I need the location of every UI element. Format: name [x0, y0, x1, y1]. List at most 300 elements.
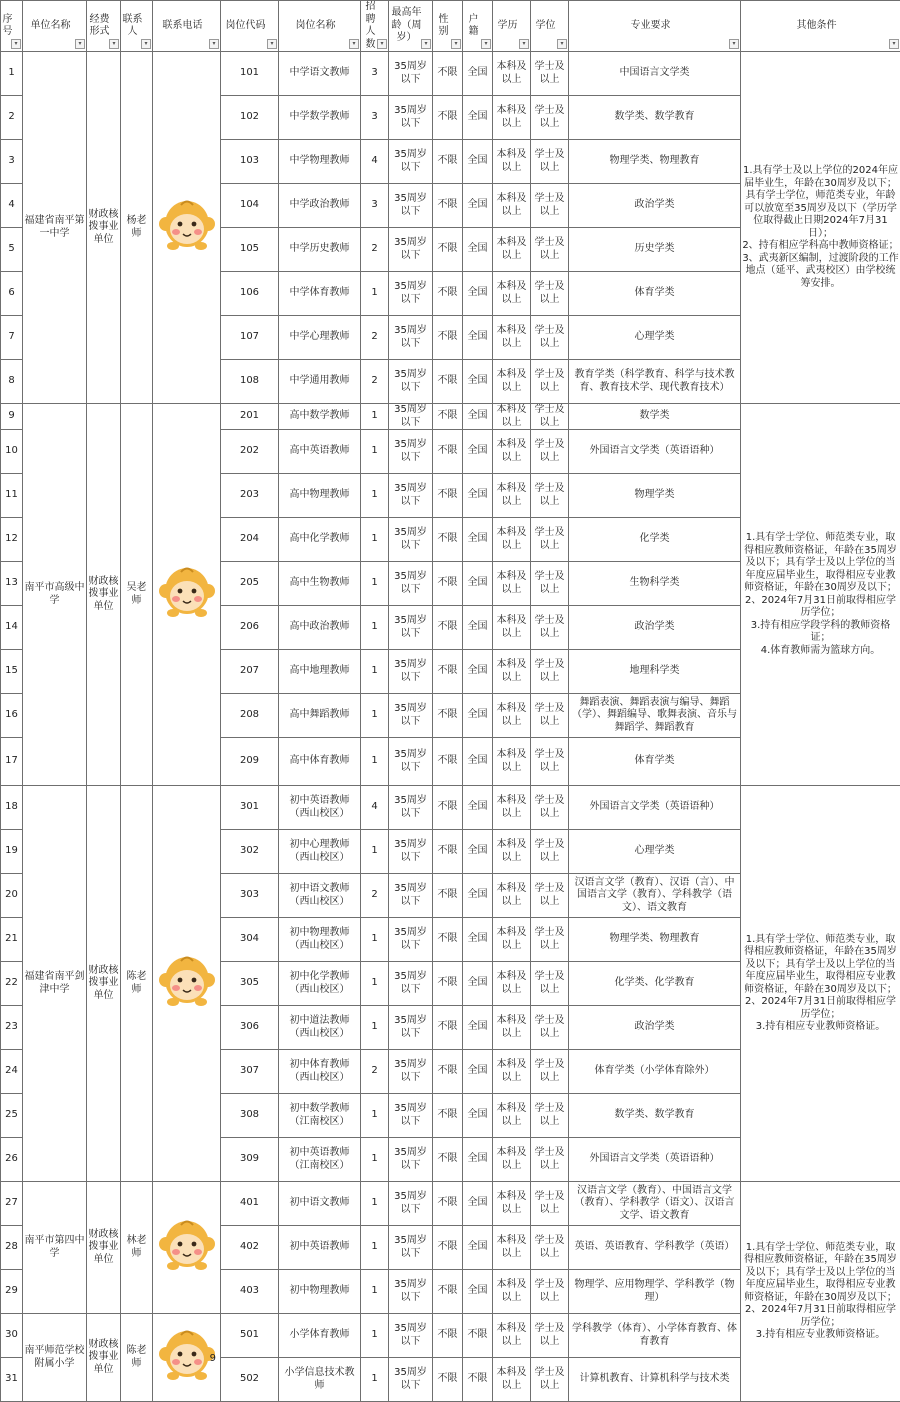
hukou-cell: 不限: [463, 1314, 493, 1358]
position-code-cell: 107: [221, 316, 279, 360]
degree-cell: 学士及以上: [531, 1182, 569, 1226]
column-header-unit[interactable]: [23, 1, 87, 52]
other-conditions-cell-text: 1.具有学士及以上学位的2024年应届毕业生，年龄在30周岁及以下；具有学士学位，师范类专业，年龄可以放宽至35周岁及以下（学历学位取得截止日期2024年7月31日）； 2、持有相应学科高中教师资格证； 3、武夷新区编制，过渡阶段的工作地点（延平、武夷校区）由学校统筹安排。: [742, 165, 898, 289]
filter-dropdown-icon[interactable]: ▾: [421, 39, 431, 49]
position-name-cell: 初中心理教师（西山校区）: [279, 830, 361, 874]
hukou-cell: 全国: [463, 1006, 493, 1050]
position-code-cell: 106: [221, 272, 279, 316]
education-cell: 本科及以上: [493, 272, 531, 316]
gender-cell: 不限: [433, 272, 463, 316]
position-name-cell: 初中物理教师（西山校区）: [279, 918, 361, 962]
hire-count-cell: 1: [361, 1182, 389, 1226]
column-header-label: 性别: [434, 14, 461, 39]
max-age-cell: 35周岁以下: [389, 518, 433, 562]
degree-cell: 学士及以上: [531, 404, 569, 430]
monkey-mascot-icon: [157, 952, 217, 1010]
major-cell: 外国语言文学类（英语语种）: [569, 430, 741, 474]
seq-cell: 9: [1, 404, 23, 430]
position-name-cell: 中学通用教师: [279, 360, 361, 404]
hire-count-cell: 3: [361, 96, 389, 140]
position-name-cell: 中学历史教师: [279, 228, 361, 272]
major-cell: 外国语言文学类（英语语种）: [569, 1138, 741, 1182]
column-header-hukou[interactable]: [463, 1, 493, 52]
hukou-cell: 全国: [463, 962, 493, 1006]
education-cell: 本科及以上: [493, 184, 531, 228]
column-header-label: 序号: [2, 14, 21, 39]
education-cell: 本科及以上: [493, 1050, 531, 1094]
max-age-cell: 35周岁以下: [389, 360, 433, 404]
gender-cell: 不限: [433, 1358, 463, 1402]
position-name-cell: 小学信息技术教师: [279, 1358, 361, 1402]
degree-cell: 学士及以上: [531, 694, 569, 738]
column-header-gender[interactable]: [433, 1, 463, 52]
degree-cell: 学士及以上: [531, 918, 569, 962]
max-age-cell: 35周岁以下: [389, 316, 433, 360]
filter-dropdown-icon[interactable]: ▾: [349, 39, 359, 49]
phone-cell: [153, 404, 221, 786]
table-row: [1, 786, 900, 830]
position-name-cell: 中学政治教师: [279, 184, 361, 228]
column-header-label: 经费形式: [88, 14, 119, 39]
filter-dropdown-icon[interactable]: ▾: [481, 39, 491, 49]
major-cell: 物理学、应用物理学、学科教学（物理）: [569, 1270, 741, 1314]
max-age-cell: 35周岁以下: [389, 404, 433, 430]
gender-cell: 不限: [433, 360, 463, 404]
filter-dropdown-icon[interactable]: ▾: [141, 39, 151, 49]
major-cell: 体育学类: [569, 272, 741, 316]
seq-cell: 19: [1, 830, 23, 874]
funding-cell: 财政核拨事业单位: [87, 786, 121, 1182]
contact-cell: 杨老师: [121, 52, 153, 404]
max-age-cell: 35周岁以下: [389, 1226, 433, 1270]
seq-cell: 14: [1, 606, 23, 650]
hire-count-cell: 4: [361, 786, 389, 830]
seq-cell: 28: [1, 1226, 23, 1270]
major-cell: 教育学类（科学教育、科学与技术教育、教育技术学、现代教育技术）: [569, 360, 741, 404]
position-code-cell: 402: [221, 1226, 279, 1270]
gender-cell: 不限: [433, 738, 463, 786]
column-header-phone[interactable]: [153, 1, 221, 52]
position-code-cell: 401: [221, 1182, 279, 1226]
major-cell: 舞蹈表演、舞蹈表演与编导、舞蹈（学）、舞蹈编导、歌舞表演、音乐与舞蹈学、舞蹈教育: [569, 694, 741, 738]
column-header-label: 单位名称: [24, 20, 85, 33]
header-row: [1, 1, 900, 52]
filter-dropdown-icon[interactable]: ▾: [519, 39, 529, 49]
other-conditions-cell: [741, 1182, 900, 1402]
gender-cell: 不限: [433, 474, 463, 518]
column-header-label: 户籍: [464, 14, 491, 39]
major-cell: 化学类、化学教育: [569, 962, 741, 1006]
filter-dropdown-icon[interactable]: ▾: [451, 39, 461, 49]
seq-cell: 30: [1, 1314, 23, 1358]
gender-cell: 不限: [433, 786, 463, 830]
education-cell: 本科及以上: [493, 1138, 531, 1182]
major-cell: 体育学类（小学体育除外）: [569, 1050, 741, 1094]
hukou-cell: 全国: [463, 786, 493, 830]
seq-cell: 25: [1, 1094, 23, 1138]
education-cell: 本科及以上: [493, 52, 531, 96]
position-name-cell: 初中数学教师（江南校区）: [279, 1094, 361, 1138]
table-body: [1, 52, 900, 1402]
max-age-cell: 35周岁以下: [389, 606, 433, 650]
position-name-cell: 高中物理教师: [279, 474, 361, 518]
other-conditions-cell: [741, 404, 900, 786]
gender-cell: 不限: [433, 430, 463, 474]
hire-count-cell: 1: [361, 474, 389, 518]
hire-count-cell: 1: [361, 562, 389, 606]
seq-cell: 8: [1, 360, 23, 404]
column-header-funding[interactable]: [87, 1, 121, 52]
position-code-cell: 101: [221, 52, 279, 96]
seq-cell: 15: [1, 650, 23, 694]
degree-cell: 学士及以上: [531, 228, 569, 272]
gender-cell: 不限: [433, 606, 463, 650]
position-code-cell: 304: [221, 918, 279, 962]
education-cell: 本科及以上: [493, 606, 531, 650]
position-name-cell: 高中地理教师: [279, 650, 361, 694]
major-cell: 政治学类: [569, 606, 741, 650]
column-header-label: 岗位名称: [280, 20, 359, 33]
hire-count-cell: 1: [361, 518, 389, 562]
gender-cell: 不限: [433, 1006, 463, 1050]
max-age-cell: 35周岁以下: [389, 830, 433, 874]
column-header-code[interactable]: [221, 1, 279, 52]
monkey-mascot-icon: [157, 1326, 217, 1384]
degree-cell: 学士及以上: [531, 1138, 569, 1182]
degree-cell: 学士及以上: [531, 874, 569, 918]
max-age-cell: 35周岁以下: [389, 1050, 433, 1094]
gender-cell: 不限: [433, 316, 463, 360]
position-code-cell: 205: [221, 562, 279, 606]
max-age-cell: 35周岁以下: [389, 874, 433, 918]
hukou-cell: 全国: [463, 518, 493, 562]
gender-cell: 不限: [433, 1314, 463, 1358]
hukou-cell: 全国: [463, 562, 493, 606]
hire-count-cell: 1: [361, 1226, 389, 1270]
hukou-cell: 全国: [463, 1270, 493, 1314]
major-cell: 学科教学（体育）、小学体育教育、体育教育: [569, 1314, 741, 1358]
major-cell: 物理学类: [569, 474, 741, 518]
hire-count-cell: 1: [361, 1270, 389, 1314]
hukou-cell: 全国: [463, 316, 493, 360]
position-code-cell: 203: [221, 474, 279, 518]
hire-count-cell: 1: [361, 962, 389, 1006]
filter-dropdown-icon[interactable]: ▾: [377, 39, 387, 49]
monkey-mascot-icon: [157, 1216, 217, 1274]
position-name-cell: 初中英语教师（西山校区）: [279, 786, 361, 830]
degree-cell: 学士及以上: [531, 562, 569, 606]
other-conditions-cell-text: 1.具有学士学位、师范类专业，取得相应教师资格证，年龄在35周岁及以下；具有学士及以上学位的当年度应届毕业生，取得相应专业教师资格证，年龄在30周岁及以下； 2、2024年7月31日前取得相应学历学位； 3.持有相应专业教师资格证。: [744, 1242, 897, 1341]
column-header-major[interactable]: [569, 1, 741, 52]
max-age-cell: 35周岁以下: [389, 272, 433, 316]
seq-cell: 4: [1, 184, 23, 228]
degree-cell: 学士及以上: [531, 962, 569, 1006]
position-code-cell: 303: [221, 874, 279, 918]
major-cell: 政治学类: [569, 184, 741, 228]
column-header-age[interactable]: [389, 1, 433, 52]
gender-cell: 不限: [433, 96, 463, 140]
major-cell: 汉语言文学（教育）、中国语言文学（教育）、学科教学（语文）、汉语言文学、语文教育: [569, 1182, 741, 1226]
max-age-cell: 35周岁以下: [389, 786, 433, 830]
gender-cell: 不限: [433, 1270, 463, 1314]
gender-cell: 不限: [433, 1138, 463, 1182]
hukou-cell: 全国: [463, 830, 493, 874]
seq-cell: 12: [1, 518, 23, 562]
education-cell: 本科及以上: [493, 694, 531, 738]
hire-count-cell: 1: [361, 1314, 389, 1358]
max-age-cell: 35周岁以下: [389, 962, 433, 1006]
column-header-education[interactable]: [493, 1, 531, 52]
position-code-cell: 102: [221, 96, 279, 140]
education-cell: 本科及以上: [493, 918, 531, 962]
major-cell: 物理学类、物理教育: [569, 140, 741, 184]
hire-count-cell: 4: [361, 140, 389, 184]
filter-dropdown-icon[interactable]: ▾: [11, 39, 21, 49]
degree-cell: 学士及以上: [531, 606, 569, 650]
hukou-cell: 全国: [463, 1138, 493, 1182]
column-header-count[interactable]: [361, 1, 389, 52]
filter-dropdown-icon[interactable]: ▾: [209, 39, 219, 49]
table-row: [1, 404, 900, 430]
position-code-cell: 309: [221, 1138, 279, 1182]
hukou-cell: 全国: [463, 694, 493, 738]
major-cell: 外国语言文学类（英语语种）: [569, 786, 741, 830]
max-age-cell: 35周岁以下: [389, 738, 433, 786]
gender-cell: 不限: [433, 1050, 463, 1094]
position-name-cell: 高中舞蹈教师: [279, 694, 361, 738]
education-cell: 本科及以上: [493, 1094, 531, 1138]
position-code-cell: 209: [221, 738, 279, 786]
degree-cell: 学士及以上: [531, 1314, 569, 1358]
hire-count-cell: 1: [361, 694, 389, 738]
hire-count-cell: 2: [361, 360, 389, 404]
seq-cell: 27: [1, 1182, 23, 1226]
major-cell: 政治学类: [569, 1006, 741, 1050]
hukou-cell: 全国: [463, 272, 493, 316]
max-age-cell: 35周岁以下: [389, 1006, 433, 1050]
table-row: [1, 52, 900, 96]
max-age-cell: 35周岁以下: [389, 1358, 433, 1402]
degree-cell: 学士及以上: [531, 316, 569, 360]
phone-cell: [153, 786, 221, 1182]
max-age-cell: 35周岁以下: [389, 1094, 433, 1138]
position-name-cell: 高中生物教师: [279, 562, 361, 606]
column-header-label: 学位: [532, 20, 567, 33]
major-cell: 计算机教育、计算机科学与技术类: [569, 1358, 741, 1402]
funding-cell: 财政核拨事业单位: [87, 1314, 121, 1402]
education-cell: 本科及以上: [493, 96, 531, 140]
position-name-cell: 高中化学教师: [279, 518, 361, 562]
position-code-cell: 403: [221, 1270, 279, 1314]
unit-name-cell: 南平市高级中学: [23, 404, 87, 786]
hukou-cell: 全国: [463, 1050, 493, 1094]
education-cell: 本科及以上: [493, 1182, 531, 1226]
position-name-cell: 小学体育教师: [279, 1314, 361, 1358]
hire-count-cell: 2: [361, 1050, 389, 1094]
column-header-label: 学历: [494, 20, 529, 33]
degree-cell: 学士及以上: [531, 1358, 569, 1402]
max-age-cell: 35周岁以下: [389, 694, 433, 738]
filter-dropdown-icon[interactable]: ▾: [109, 39, 119, 49]
seq-cell: 17: [1, 738, 23, 786]
position-code-cell: 105: [221, 228, 279, 272]
education-cell: 本科及以上: [493, 316, 531, 360]
funding-cell: 财政核拨事业单位: [87, 404, 121, 786]
degree-cell: 学士及以上: [531, 430, 569, 474]
seq-cell: 3: [1, 140, 23, 184]
max-age-cell: 35周岁以下: [389, 1314, 433, 1358]
degree-cell: 学士及以上: [531, 360, 569, 404]
hire-count-cell: 1: [361, 1138, 389, 1182]
gender-cell: 不限: [433, 518, 463, 562]
seq-cell: 21: [1, 918, 23, 962]
column-header-position[interactable]: [279, 1, 361, 52]
hire-count-cell: 2: [361, 316, 389, 360]
major-cell: 英语、英语教育、学科教学（英语）: [569, 1226, 741, 1270]
funding-cell: 财政核拨事业单位: [87, 52, 121, 404]
gender-cell: 不限: [433, 1094, 463, 1138]
major-cell: 数学类、数学教育: [569, 96, 741, 140]
monkey-mascot-icon: [157, 196, 217, 254]
seq-cell: 10: [1, 430, 23, 474]
position-code-cell: 204: [221, 518, 279, 562]
education-cell: 本科及以上: [493, 562, 531, 606]
max-age-cell: 35周岁以下: [389, 1138, 433, 1182]
max-age-cell: 35周岁以下: [389, 1270, 433, 1314]
other-conditions-cell: [741, 52, 900, 404]
gender-cell: 不限: [433, 562, 463, 606]
degree-cell: 学士及以上: [531, 140, 569, 184]
major-cell: 心理学类: [569, 830, 741, 874]
position-code-cell: 302: [221, 830, 279, 874]
education-cell: 本科及以上: [493, 474, 531, 518]
column-header-label: 其他条件: [742, 20, 899, 33]
major-cell: 心理学类: [569, 316, 741, 360]
seq-cell: 11: [1, 474, 23, 518]
filter-dropdown-icon[interactable]: ▾: [729, 39, 739, 49]
education-cell: 本科及以上: [493, 738, 531, 786]
unit-name-cell: 南平市第四中学: [23, 1182, 87, 1314]
position-name-cell: 中学数学教师: [279, 96, 361, 140]
filter-dropdown-icon[interactable]: ▾: [267, 39, 277, 49]
max-age-cell: 35周岁以下: [389, 96, 433, 140]
seq-cell: 16: [1, 694, 23, 738]
hukou-cell: 全国: [463, 606, 493, 650]
gender-cell: 不限: [433, 140, 463, 184]
position-code-cell: 301: [221, 786, 279, 830]
position-name-cell: 初中体育教师（西山校区）: [279, 1050, 361, 1094]
hukou-cell: 不限: [463, 1358, 493, 1402]
degree-cell: 学士及以上: [531, 96, 569, 140]
position-code-cell: 202: [221, 430, 279, 474]
max-age-cell: 35周岁以下: [389, 1182, 433, 1226]
other-conditions-cell-text: 1.具有学士学位、师范类专业，取得相应教师资格证，年龄在35周岁及以下；具有学士及以上学位的当年度应届毕业生，取得相应专业教师资格证，年龄在30周岁及以下； 2、2024年7月31日前取得相应学历学位； 3.持有相应专业教师资格证。: [744, 934, 897, 1033]
education-cell: 本科及以上: [493, 1006, 531, 1050]
hire-count-cell: 3: [361, 52, 389, 96]
phone-cell: [153, 1182, 221, 1314]
degree-cell: 学士及以上: [531, 1226, 569, 1270]
position-name-cell: 中学体育教师: [279, 272, 361, 316]
degree-cell: 学士及以上: [531, 1006, 569, 1050]
position-code-cell: 104: [221, 184, 279, 228]
column-header-seq[interactable]: [1, 1, 23, 52]
column-header-contact[interactable]: [121, 1, 153, 52]
position-name-cell: 初中语文教师: [279, 1182, 361, 1226]
degree-cell: 学士及以上: [531, 272, 569, 316]
max-age-cell: 35周岁以下: [389, 562, 433, 606]
education-cell: 本科及以上: [493, 1226, 531, 1270]
education-cell: 本科及以上: [493, 1314, 531, 1358]
position-code-cell: 305: [221, 962, 279, 1006]
gender-cell: 不限: [433, 874, 463, 918]
hire-count-cell: 1: [361, 430, 389, 474]
phone-cell: [153, 52, 221, 404]
unit-name-cell: 福建省南平剑津中学: [23, 786, 87, 1182]
gender-cell: 不限: [433, 694, 463, 738]
position-name-cell: 初中英语教师（江南校区）: [279, 1138, 361, 1182]
education-cell: 本科及以上: [493, 786, 531, 830]
seq-cell: 7: [1, 316, 23, 360]
monkey-mascot-icon: [157, 563, 217, 621]
hire-count-cell: 1: [361, 1094, 389, 1138]
position-name-cell: 初中道法教师（西山校区）: [279, 1006, 361, 1050]
hukou-cell: 全国: [463, 1182, 493, 1226]
column-header-degree[interactable]: [531, 1, 569, 52]
seq-cell: 24: [1, 1050, 23, 1094]
seq-cell: 18: [1, 786, 23, 830]
contact-cell: 陈老师: [121, 1314, 153, 1402]
hire-count-cell: 1: [361, 738, 389, 786]
column-header-other[interactable]: [741, 1, 900, 52]
filter-dropdown-icon[interactable]: ▾: [75, 39, 85, 49]
position-name-cell: 初中化学教师（西山校区）: [279, 962, 361, 1006]
filter-dropdown-icon[interactable]: ▾: [557, 39, 567, 49]
major-cell: 历史学类: [569, 228, 741, 272]
hire-count-cell: 2: [361, 228, 389, 272]
column-header-label: 联系人: [122, 14, 151, 39]
seq-cell: 6: [1, 272, 23, 316]
hukou-cell: 全国: [463, 52, 493, 96]
seq-cell: 26: [1, 1138, 23, 1182]
max-age-cell: 35周岁以下: [389, 140, 433, 184]
funding-cell: 财政核拨事业单位: [87, 1182, 121, 1314]
hukou-cell: 全国: [463, 474, 493, 518]
education-cell: 本科及以上: [493, 962, 531, 1006]
position-code-cell: 206: [221, 606, 279, 650]
column-header-label: 最高年龄（周岁）: [390, 7, 431, 45]
seq-cell: 20: [1, 874, 23, 918]
gender-cell: 不限: [433, 1182, 463, 1226]
education-cell: 本科及以上: [493, 404, 531, 430]
max-age-cell: 35周岁以下: [389, 52, 433, 96]
degree-cell: 学士及以上: [531, 474, 569, 518]
column-header-label: 专业要求: [570, 20, 739, 33]
seq-cell: 22: [1, 962, 23, 1006]
major-cell: 物理学类、物理教育: [569, 918, 741, 962]
hukou-cell: 全国: [463, 228, 493, 272]
max-age-cell: 35周岁以下: [389, 228, 433, 272]
position-name-cell: 初中英语教师: [279, 1226, 361, 1270]
major-cell: 汉语言文学（教育）、汉语（言）、中国语言文学（教育）、学科教学（语文）、语文教育: [569, 874, 741, 918]
position-code-cell: 208: [221, 694, 279, 738]
other-conditions-cell: [741, 786, 900, 1182]
degree-cell: 学士及以上: [531, 650, 569, 694]
degree-cell: 学士及以上: [531, 52, 569, 96]
seq-cell: 31: [1, 1358, 23, 1402]
position-name-cell: 高中政治教师: [279, 606, 361, 650]
gender-cell: 不限: [433, 184, 463, 228]
filter-dropdown-icon[interactable]: ▾: [889, 39, 899, 49]
